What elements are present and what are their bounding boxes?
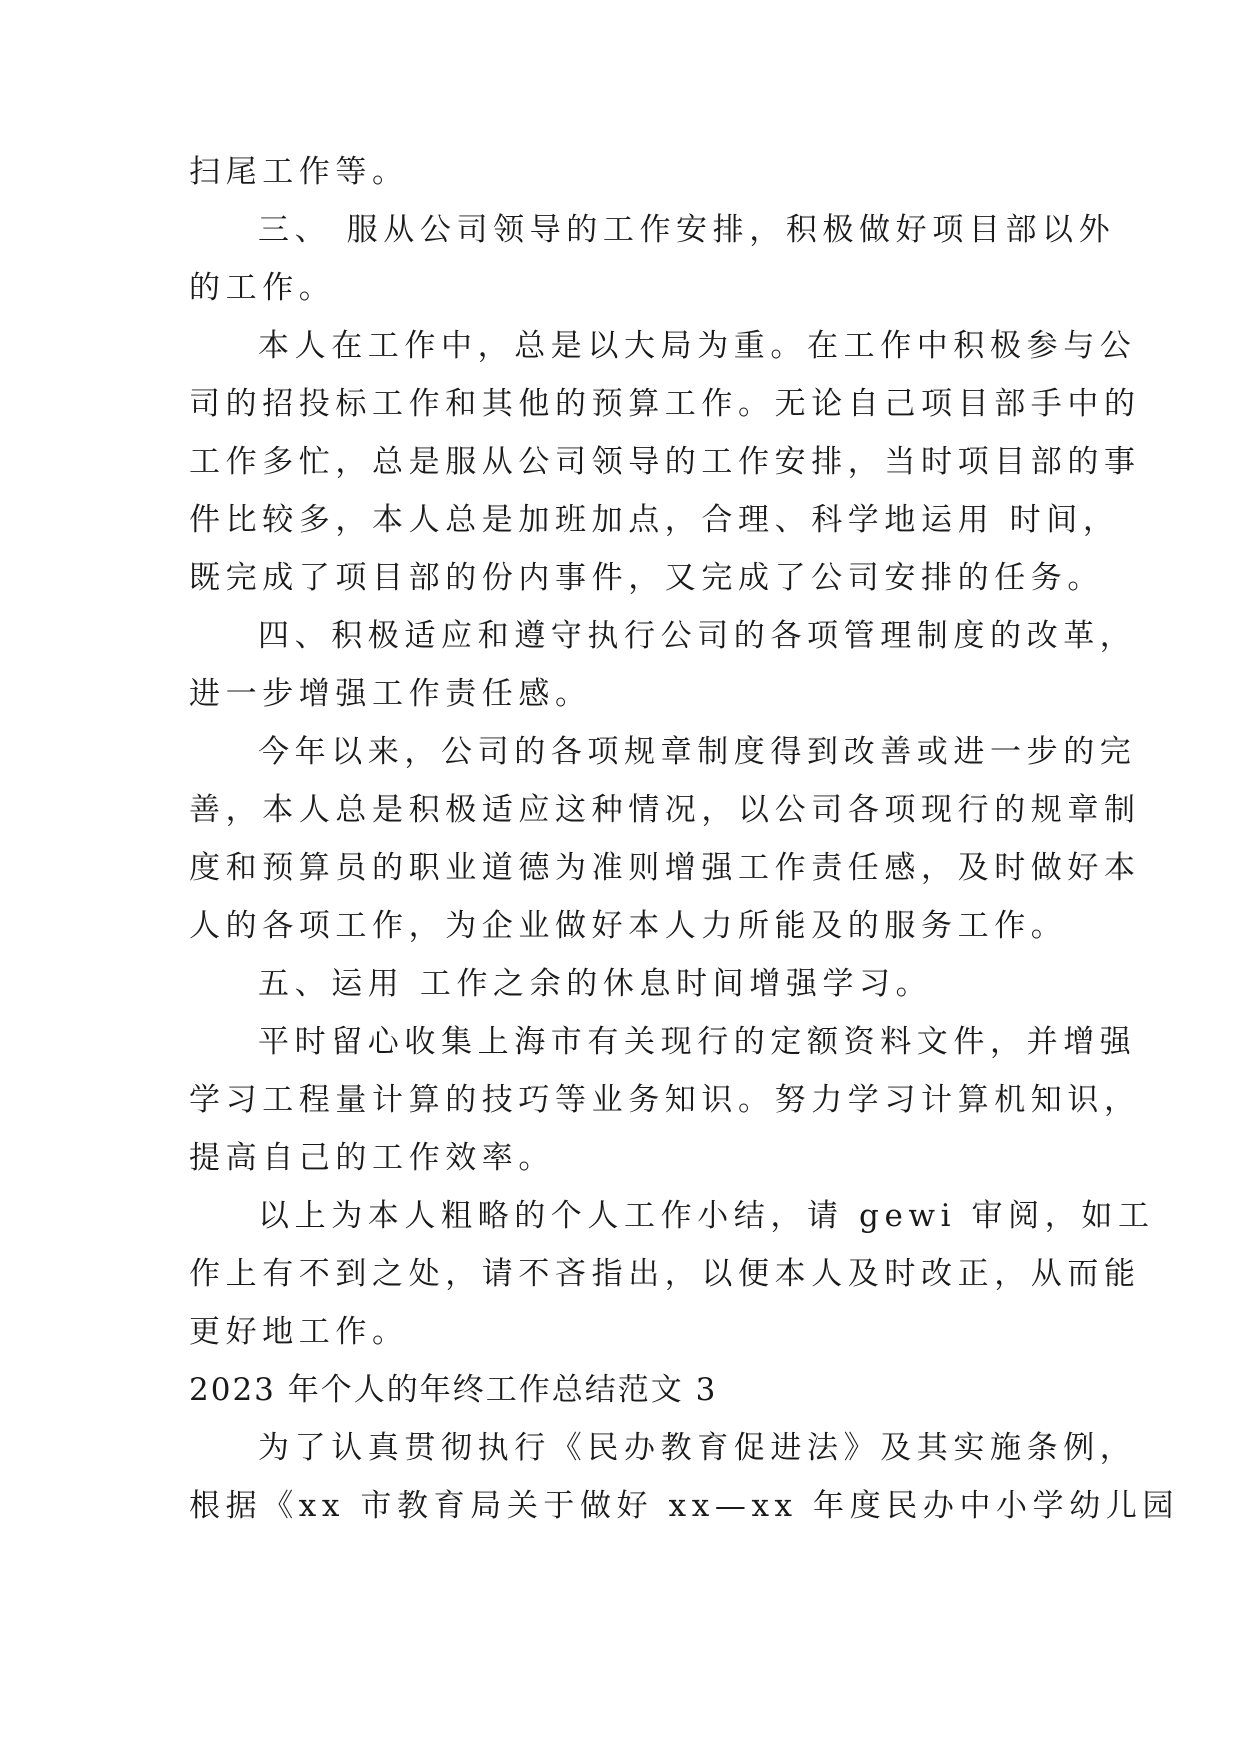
text-line: 既完成了项目部的份内事件，又完成了公司安排的任务。 bbox=[189, 560, 1104, 596]
text-line: 以上为本人粗略的个人工作小结，请 gewi 审阅，如工 bbox=[258, 1198, 1155, 1234]
text-line: 件比较多，本人总是加班加点，合理、科学地运用 时间， bbox=[189, 502, 1120, 538]
article-title: 2023 年个人的年终工作总结范文 3 bbox=[189, 1372, 718, 1408]
text-line: 提高自己的工作效率。 bbox=[189, 1140, 555, 1176]
section-heading: 四、积极适应和遵守执行公司的各项管理制度的改革， bbox=[258, 618, 1137, 654]
text-line: 平时留心收集上海市有关现行的定额资料文件，并增强 bbox=[258, 1024, 1137, 1060]
text-line: 度和预算员的职业道德为准则增强工作责任感，及时做好本 bbox=[189, 850, 1141, 886]
text-line: 善，本人总是积极适应这种情况，以公司各项现行的规章制 bbox=[189, 792, 1141, 828]
text-line: 进一步增强工作责任感。 bbox=[189, 676, 592, 712]
text-line: 扫尾工作等。 bbox=[189, 154, 409, 190]
text-line: 为了认真贯彻执行《民办教育促进法》及其实施条例， bbox=[258, 1430, 1137, 1466]
text-line: 今年以来，公司的各项规章制度得到改善或进一步的完 bbox=[258, 734, 1137, 770]
text-line: 工作多忙，总是服从公司领导的工作安排，当时项目部的事 bbox=[189, 444, 1141, 480]
section-heading: 三、 服从公司领导的工作安排，积极做好项目部以外 bbox=[258, 212, 1116, 248]
text-line: 司的招投标工作和其他的预算工作。无论自己项目部手中的 bbox=[189, 386, 1141, 422]
text-line: 本人在工作中，总是以大局为重。在工作中积极参与公 bbox=[258, 328, 1137, 364]
text-line: 的工作。 bbox=[189, 270, 336, 306]
text-line: 人的各项工作，为企业做好本人力所能及的服务工作。 bbox=[189, 908, 1068, 944]
text-line: 更好地工作。 bbox=[189, 1314, 409, 1350]
text-line: 学习工程量计算的技巧等业务知识。努力学习计算机知识， bbox=[189, 1082, 1141, 1118]
text-line: 根据《xx 市教育局关于做好 xx—xx 年度民办中小学幼儿园 bbox=[189, 1488, 1180, 1524]
text-line: 作上有不到之处，请不吝指出，以便本人及时改正，从而能 bbox=[189, 1256, 1141, 1292]
section-heading: 五、运用 工作之余的休息时间增强学习。 bbox=[258, 966, 933, 1002]
